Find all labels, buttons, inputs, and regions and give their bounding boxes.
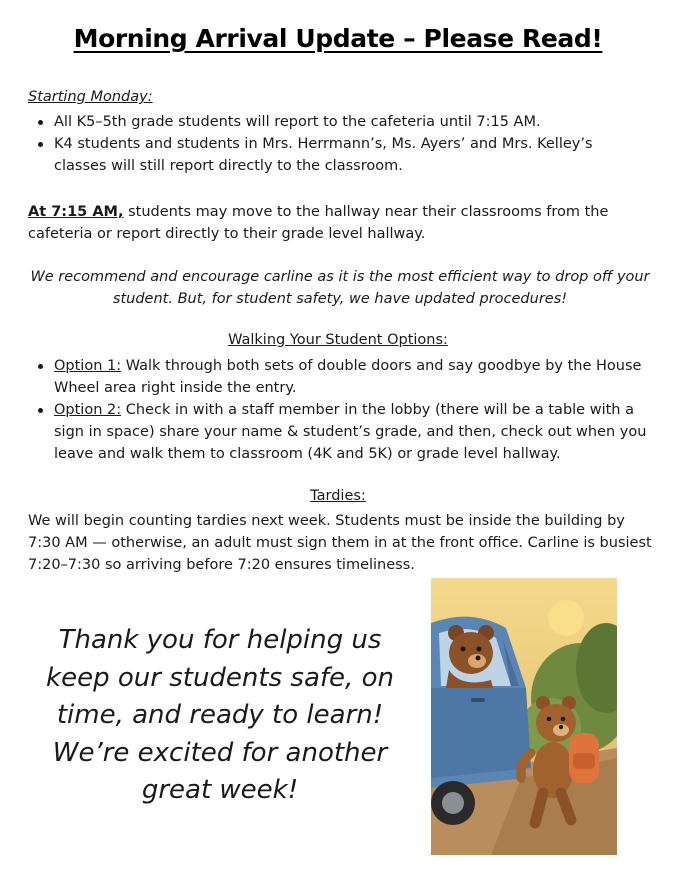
- starting-monday-label: Starting Monday:: [28, 89, 153, 105]
- walking-options-heading: Walking Your Student Options:: [228, 332, 448, 348]
- tardies-heading: Tardies:: [310, 488, 366, 504]
- list-item: All K5–5th grade students will report to the cafeteria until 7:15 AM.: [28, 111, 628, 133]
- starting-monday-list: [28, 111, 628, 177]
- tardies-paragraph: We will begin counting tardies next week. Students must be inside the building by 7:30 AM — otherwise, an adult must sign them in at the front office. Carline is busiest 7:20–7:30 so arriving before 7:20 ensures timeliness.: [28, 513, 652, 573]
- option-text: Check in with a staff member in the lobby (there will be a table with a sign in space) share your name & student’s grade, and then, check out when you leave and walk them to classroom (4K and 5K) or grade level hallway.: [54, 402, 647, 462]
- option-label: Option 1:: [54, 358, 122, 374]
- walking-options-list: [28, 355, 648, 465]
- list-item: K4 students and students in Mrs. Herrmann’s, Ms. Ayers’ and Mrs. Kelley’s classes will still report directly to the classroom.: [28, 133, 628, 177]
- option-label: Option 2:: [54, 402, 122, 418]
- page-title: Morning Arrival Update – Please Read!: [73, 24, 603, 53]
- arrival-715-lead: At 7:15 AM,: [28, 204, 124, 220]
- bears-car-illustration: [431, 578, 617, 855]
- arrival-715-paragraph: [28, 201, 648, 245]
- arrival-715-text: students may move to the hallway near their classrooms from the cafeteria or report directly to their grade level hallway.: [28, 204, 609, 242]
- list-item: [28, 355, 648, 399]
- option-text: Walk through both sets of double doors and say goodbye by the House Wheel area right inside the entry.: [54, 358, 642, 396]
- list-item: [28, 399, 648, 465]
- carline-recommendation: We recommend and encourage carline as it is the most efficient way to drop off your student. But, for student safety, we have updated procedures!: [30, 269, 650, 307]
- thank-you-message: Thank you for helping us keep our students safe, on time, and ready to learn! We’re excited for another great week!: [46, 625, 394, 805]
